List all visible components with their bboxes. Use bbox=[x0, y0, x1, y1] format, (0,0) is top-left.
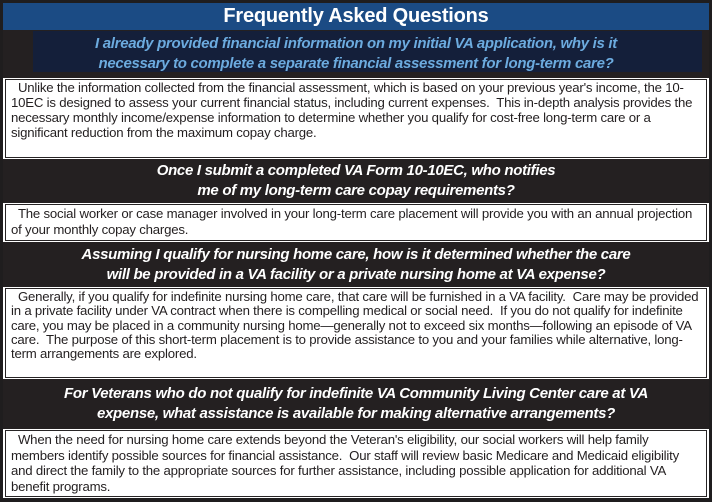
answer-box-1: Unlike the information collected from the financial assessment, which is based on your previous year's income, the 10-10EC is designed to assess your current financial status, including current expenses. This in-depth analysis provides the necessary monthly income/expense information to determine whether you qualify for cost-free long-term care or a significant reduction from the maximum copay charge. bbox=[5, 79, 707, 158]
question-banner-2 bbox=[3, 159, 709, 203]
page-title: Frequently Asked Questions bbox=[3, 3, 709, 30]
answer-box-3: Generally, if you qualify for indefinite nursing home care, that care will be furnished in a VA facility. Care may be provided in a private facility under VA contract when there is compelling medical or social need. If you do not qualify for indefinite care, you may be placed in a community nursing home—generally not to exceed six months—following an episode of VA care. The purpose of this short-term placement is to provide assistance to you and your families while alternative, long-term arrangements are explored. bbox=[5, 288, 707, 378]
question-text-line: I already provided financial information on my initial VA application, why is it bbox=[95, 35, 617, 52]
answer-box-4: When the need for nursing home care extends beyond the Veteran's eligibility, our social workers will help family members identify possible sources for financial assistance. Our staff will review basic Medicare and Medicaid eligibility and direct the family to the appropriate sources for further assistance, including possible application for additional VA benefit programs. bbox=[5, 430, 707, 497]
question-text-line: Once I submit a completed VA Form 10-10EC, who notifies bbox=[156, 162, 556, 179]
question-text-line: will be provided in a VA facility or a private nursing home at VA expense? bbox=[106, 265, 606, 283]
question-banner-3 bbox=[3, 242, 709, 287]
question-text-line: necessary to complete a separate financial assessment for long-term care? bbox=[98, 55, 614, 72]
question-text-line: For Veterans who do not qualify for indefinite VA Community Living Center care at VA bbox=[63, 385, 649, 402]
question-text-line: me of my long-term care copay requirements? bbox=[197, 182, 515, 199]
question-banner-1 bbox=[3, 30, 709, 78]
question-text-line: Assuming I qualify for nursing home care, how is it determined whether the care bbox=[81, 245, 631, 263]
question-text-line: expense, what assistance is available for making alternative arrangements? bbox=[96, 405, 616, 422]
answer-box-2: The social worker or case manager involved in your long-term care placement will provide you with an annual projection of your monthly copay charges. bbox=[5, 204, 707, 241]
question-banner-4 bbox=[3, 379, 709, 429]
